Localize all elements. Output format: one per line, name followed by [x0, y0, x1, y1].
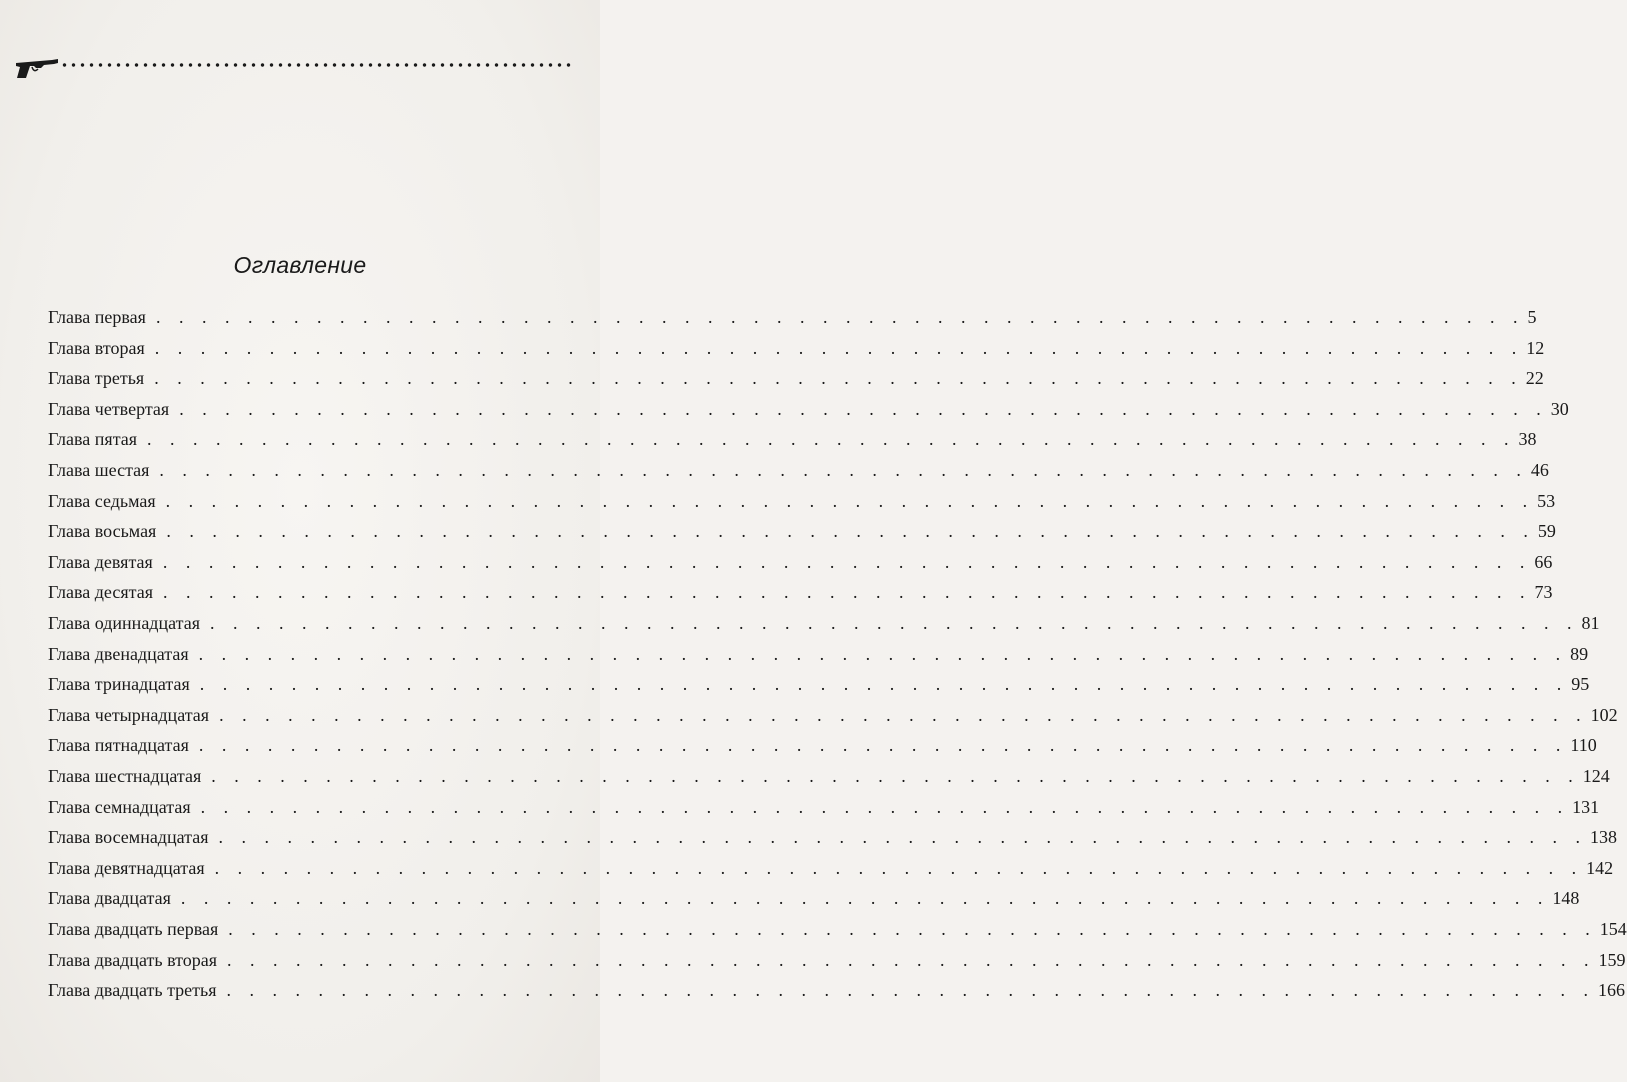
dot-leader: . . . . . . . . . . . . . . . . . . . . . . . . . . . . . . . . . . . . . . . . . . . . . . . . . . . . . . . . . . . . [198, 735, 1568, 756]
toc-entry-page-number: 89 [1570, 643, 1589, 664]
dot-leader: . . . . . . . . . . . . . . . . . . . . . . . . . . . . . . . . . . . . . . . . . . . . . . . . . . . . . . . . . . . . [154, 368, 1523, 389]
dot-leader: . . . . . . . . . . . . . . . . . . . . . . . . . . . . . . . . . . . . . . . . . . . . . . . . . . . . . . . . . . . . [147, 429, 1516, 450]
toc-entry-page-number: 46 [1530, 460, 1549, 480]
toc-entry-label: Глава семнадцатая [48, 796, 191, 817]
toc-entry-label: Глава восьмая [48, 521, 157, 542]
toc-entry-page-number: 38 [1518, 429, 1537, 450]
toc-entry-page-number: 124 [1582, 766, 1610, 786]
toc-entry-page-number: 59 [1537, 521, 1556, 542]
dot-leader: . . . . . . . . . . . . . . . . . . . . . . . . . . . . . . . . . . . . . . . . . . . . . . . . . . . . . . . . . . . . [227, 949, 1596, 970]
dot-leader: . . . . . . . . . . . . . . . . . . . . . . . . . . . . . . . . . . . . . . . . . . . . . . . . . . . . . . . . . . . . [228, 919, 1597, 939]
dot-leader: . . . . . . . . . . . . . . . . . . . . . . . . . . . . . . . . . . . . . . . . . . . . . . . . . . . . . . . . . . . . [179, 398, 1548, 419]
toc-entry-label: Глава четвертая [48, 398, 170, 419]
toc-entry-page-number: 102 [1590, 704, 1618, 725]
toc-entry-label: Глава двадцатая [48, 888, 171, 909]
toc-entry [48, 489, 1556, 513]
toc-entry-page-number: 53 [1537, 490, 1556, 511]
toc-entry [48, 336, 1545, 360]
toc-entry-page-number: 110 [1570, 735, 1597, 756]
toc-entry-label: Глава двадцать первая [48, 919, 219, 939]
toc-entry [48, 580, 1553, 604]
toc-entry-label: Глава вторая [48, 337, 145, 358]
toc-entry [48, 550, 1553, 574]
toc-entry [48, 886, 1580, 910]
dot-leader: . . . . . . . . . . . . . . . . . . . . . . . . . . . . . . . . . . . . . . . . . . . . . . . . . . . . . . . . . . . . [198, 643, 1568, 664]
toc-entry [48, 397, 1569, 421]
toc-entry-page-number: 166 [1598, 980, 1626, 1001]
toc-entry-label: Глава десятая [48, 582, 153, 603]
toc-entry [48, 305, 1537, 329]
toc-entry [48, 978, 1626, 1002]
toc-entry-label: Глава пятая [48, 429, 138, 450]
dot-leader: . . . . . . . . . . . . . . . . . . . . . . . . . . . . . . . . . . . . . . . . . . . . . . . . . . . . . . . . . . . . [155, 307, 1525, 327]
toc-entry-page-number: 131 [1572, 796, 1600, 817]
toc-entry-page-number: 30 [1550, 398, 1569, 419]
toc-entry [48, 856, 1614, 880]
toc-entry-page-number: 73 [1534, 582, 1553, 603]
toc-entry [48, 825, 1617, 849]
toc-entry [48, 611, 1600, 635]
toc-entry-page-number: 95 [1571, 674, 1590, 695]
toc-entry [48, 642, 1589, 666]
toc-entry-label: Глава третья [48, 368, 145, 389]
dot-leader: . . . . . . . . . . . . . . . . . . . . . . . . . . . . . . . . . . . . . . . . . . . . . . . . . . . . . . . . . . . . [162, 551, 1532, 572]
toc-entry-label: Глава двадцать третья [48, 980, 217, 1001]
toc-entry [48, 948, 1626, 972]
dot-leader: . . . . . . . . . . . . . . . . . . . . . . . . . . . . . . . . . . . . . . . . . . . . . . . . . . . . . . . . . . . . [226, 980, 1596, 1001]
toc-entry-page-number: 81 [1581, 613, 1600, 633]
toc-entry [48, 917, 1627, 941]
toc-entry-label: Глава первая [48, 307, 146, 327]
toc-entry-label: Глава седьмая [48, 490, 156, 511]
dot-leader: . . . . . . . . . . . . . . . . . . . . . . . . . . . . . . . . . . . . . . . . . . . . . . . . . . . . . . . . . . . . [180, 888, 1550, 909]
dot-leader: . . . . . . . . . . . . . . . . . . . . . . . . . . . . . . . . . . . . . . . . . . . . . . . . . . . . . . . . . . . . [199, 674, 1569, 695]
toc-entry-label: Глава девятнадцатая [48, 857, 205, 878]
dot-leader: . . . . . . . . . . . . . . . . . . . . . . . . . . . . . . . . . . . . . . . . . . . . . . . . . . . . . . . . . . . . [166, 521, 1535, 542]
toc-entry-page-number: 148 [1552, 888, 1580, 909]
toc-entry-page-number: 138 [1589, 827, 1617, 848]
toc-entry-label: Глава восемнадцатая [48, 827, 209, 848]
dot-leader: . . . . . . . . . . . . . . . . . . . . . . . . . . . . . . . . . . . . . . . . . . . . . . . . . . . . . . . . . . . . [159, 460, 1528, 480]
toc-entry-page-number: 154 [1599, 919, 1627, 939]
toc-entry-page-number: 142 [1586, 857, 1614, 878]
toc-entry-label: Глава шестая [48, 460, 150, 480]
toc-entry [48, 366, 1544, 390]
toc-entry-label: Глава пятнадцатая [48, 735, 189, 756]
dot-leader: . . . . . . . . . . . . . . . . . . . . . . . . . . . . . . . . . . . . . . . . . . . . . . . . . . . . . . . . . . . . [154, 337, 1524, 358]
toc-entry-label: Глава четырнадцатая [48, 704, 210, 725]
toc-entry-label: Глава тринадцатая [48, 674, 190, 695]
toc-entry [48, 764, 1610, 788]
toc-entry-label: Глава двенадцатая [48, 643, 189, 664]
toc-entry-page-number: 5 [1527, 307, 1537, 327]
dot-leader: . . . . . . . . . . . . . . . . . . . . . . . . . . . . . . . . . . . . . . . . . . . . . . . . . . . . . . . . . . . . [219, 704, 1588, 725]
toc-entry-page-number: 22 [1525, 368, 1544, 389]
toc-entry-label: Глава шестнадцатая [48, 766, 202, 786]
toc-entry [48, 703, 1618, 727]
dot-leader: . . . . . . . . . . . . . . . . . . . . . . . . . . . . . . . . . . . . . . . . . . . . . . . . . . . . . . . . . . . . [209, 613, 1579, 633]
dot-leader: . . . . . . . . . . . . . . . . . . . . . . . . . . . . . . . . . . . . . . . . . . . . . . . . . . . . . . . . . . . . [211, 766, 1580, 786]
toc-title: Оглавление [233, 252, 367, 278]
toc-entry [48, 795, 1600, 819]
toc-entry [48, 519, 1556, 543]
dot-leader: . . . . . . . . . . . . . . . . . . . . . . . . . . . . . . . . . . . . . . . . . . . . . . . . . . . . . . . . . . . . [163, 582, 1532, 603]
dot-leader: . . . . . . . . . . . . . . . . . . . . . . . . . . . . . . . . . . . . . . . . . . . . . . . . . . . . . . . . . . . . [165, 490, 1535, 511]
dot-leader: . . . . . . . . . . . . . . . . . . . . . . . . . . . . . . . . . . . . . . . . . . . . . . . . . . . . . . . . . . . . [218, 827, 1587, 848]
toc-entry [48, 458, 1549, 482]
toc-entry-page-number: 66 [1534, 551, 1553, 572]
dot-leader: . . . . . . . . . . . . . . . . . . . . . . . . . . . . . . . . . . . . . . . . . . . . . . . . . . . . . . . . . . . . [200, 796, 1570, 817]
toc-entry-label: Глава девятая [48, 551, 153, 572]
toc-entry [48, 672, 1590, 696]
toc-entry-label: Глава двадцать вторая [48, 949, 218, 970]
toc-entry [48, 733, 1597, 757]
toc-entry [48, 427, 1537, 451]
toc-entry-label: Глава одиннадцатая [48, 613, 200, 633]
toc-entry-page-number: 159 [1598, 949, 1626, 970]
toc-entry-page-number: 12 [1526, 337, 1545, 358]
dot-leader: . . . . . . . . . . . . . . . . . . . . . . . . . . . . . . . . . . . . . . . . . . . . . . . . . . . . . . . . . . . . [214, 857, 1584, 878]
